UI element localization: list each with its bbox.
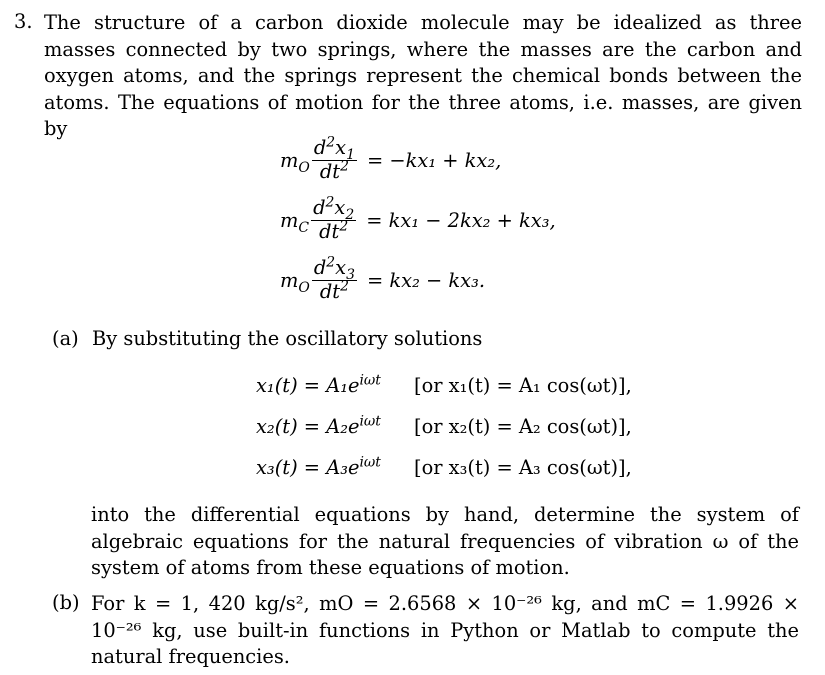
eq3-rhs: = kx₂ − kx₃. — [366, 268, 486, 292]
part-a-follow: into the differential equations by hand, determine the system of algebraic equations for the natural frequencies of vibration ω of the system of atoms from these equations of motion. — [91, 503, 799, 579]
problem-intro: The structure of a carbon dioxide molecule may be idealized as three masses connected by two springs, where the masses are the carbon and oxygen atoms, and the springs represent the chemical bonds between the atoms. The equations of motion for the three atoms, i.e. masses, are given by — [44, 11, 802, 140]
equation-1 — [280, 134, 502, 184]
eq2-derivative: $\frac{d^2x_2}{dt^2}$ — [313, 194, 355, 244]
solution-1: $x_1(t) = A_1e^{i\omega t}$ [or x₁(t) = A₁ cos(ωt)], — [256, 372, 632, 397]
eq2-rhs: = kx₁ − 2kx₂ + kx₃, — [366, 208, 556, 232]
eq1-rhs: = −kx₁ + kx₂, — [366, 148, 502, 172]
eq1-mass: $m_O$ — [280, 148, 310, 176]
eq1-derivative: $\frac{d^2x_1}{dt^2}$ — [313, 134, 355, 184]
part-b-text: For k = 1, 420 kg/s², mO = 2.6568 × 10⁻²⁶ kg, and mC = 1.9926 × 10⁻²⁶ kg, use built-in functions in Python or Matlab to compute the natural frequencies. — [91, 592, 799, 668]
eq2-mass: $m_C$ — [280, 208, 310, 236]
part-b-label: (b) — [52, 591, 80, 614]
problem-number: 3. — [14, 10, 33, 33]
part-a-label: (a) — [52, 327, 79, 350]
solution-3: $x_3(t) = A_3e^{i\omega t}$ [or x₃(t) = A₃ cos(ωt)], — [256, 454, 632, 479]
equation-2 — [280, 194, 556, 244]
solution-2: $x_2(t) = A_2e^{i\omega t}$ [or x₂(t) = A₂ cos(ωt)], — [256, 413, 632, 438]
part-a-lead: By substituting the oscillatory solutions — [92, 327, 483, 350]
eq3-derivative: $\frac{d^2x_3}{dt^2}$ — [313, 254, 355, 304]
eq3-mass: $m_O$ — [280, 268, 310, 296]
equation-3 — [280, 254, 486, 304]
